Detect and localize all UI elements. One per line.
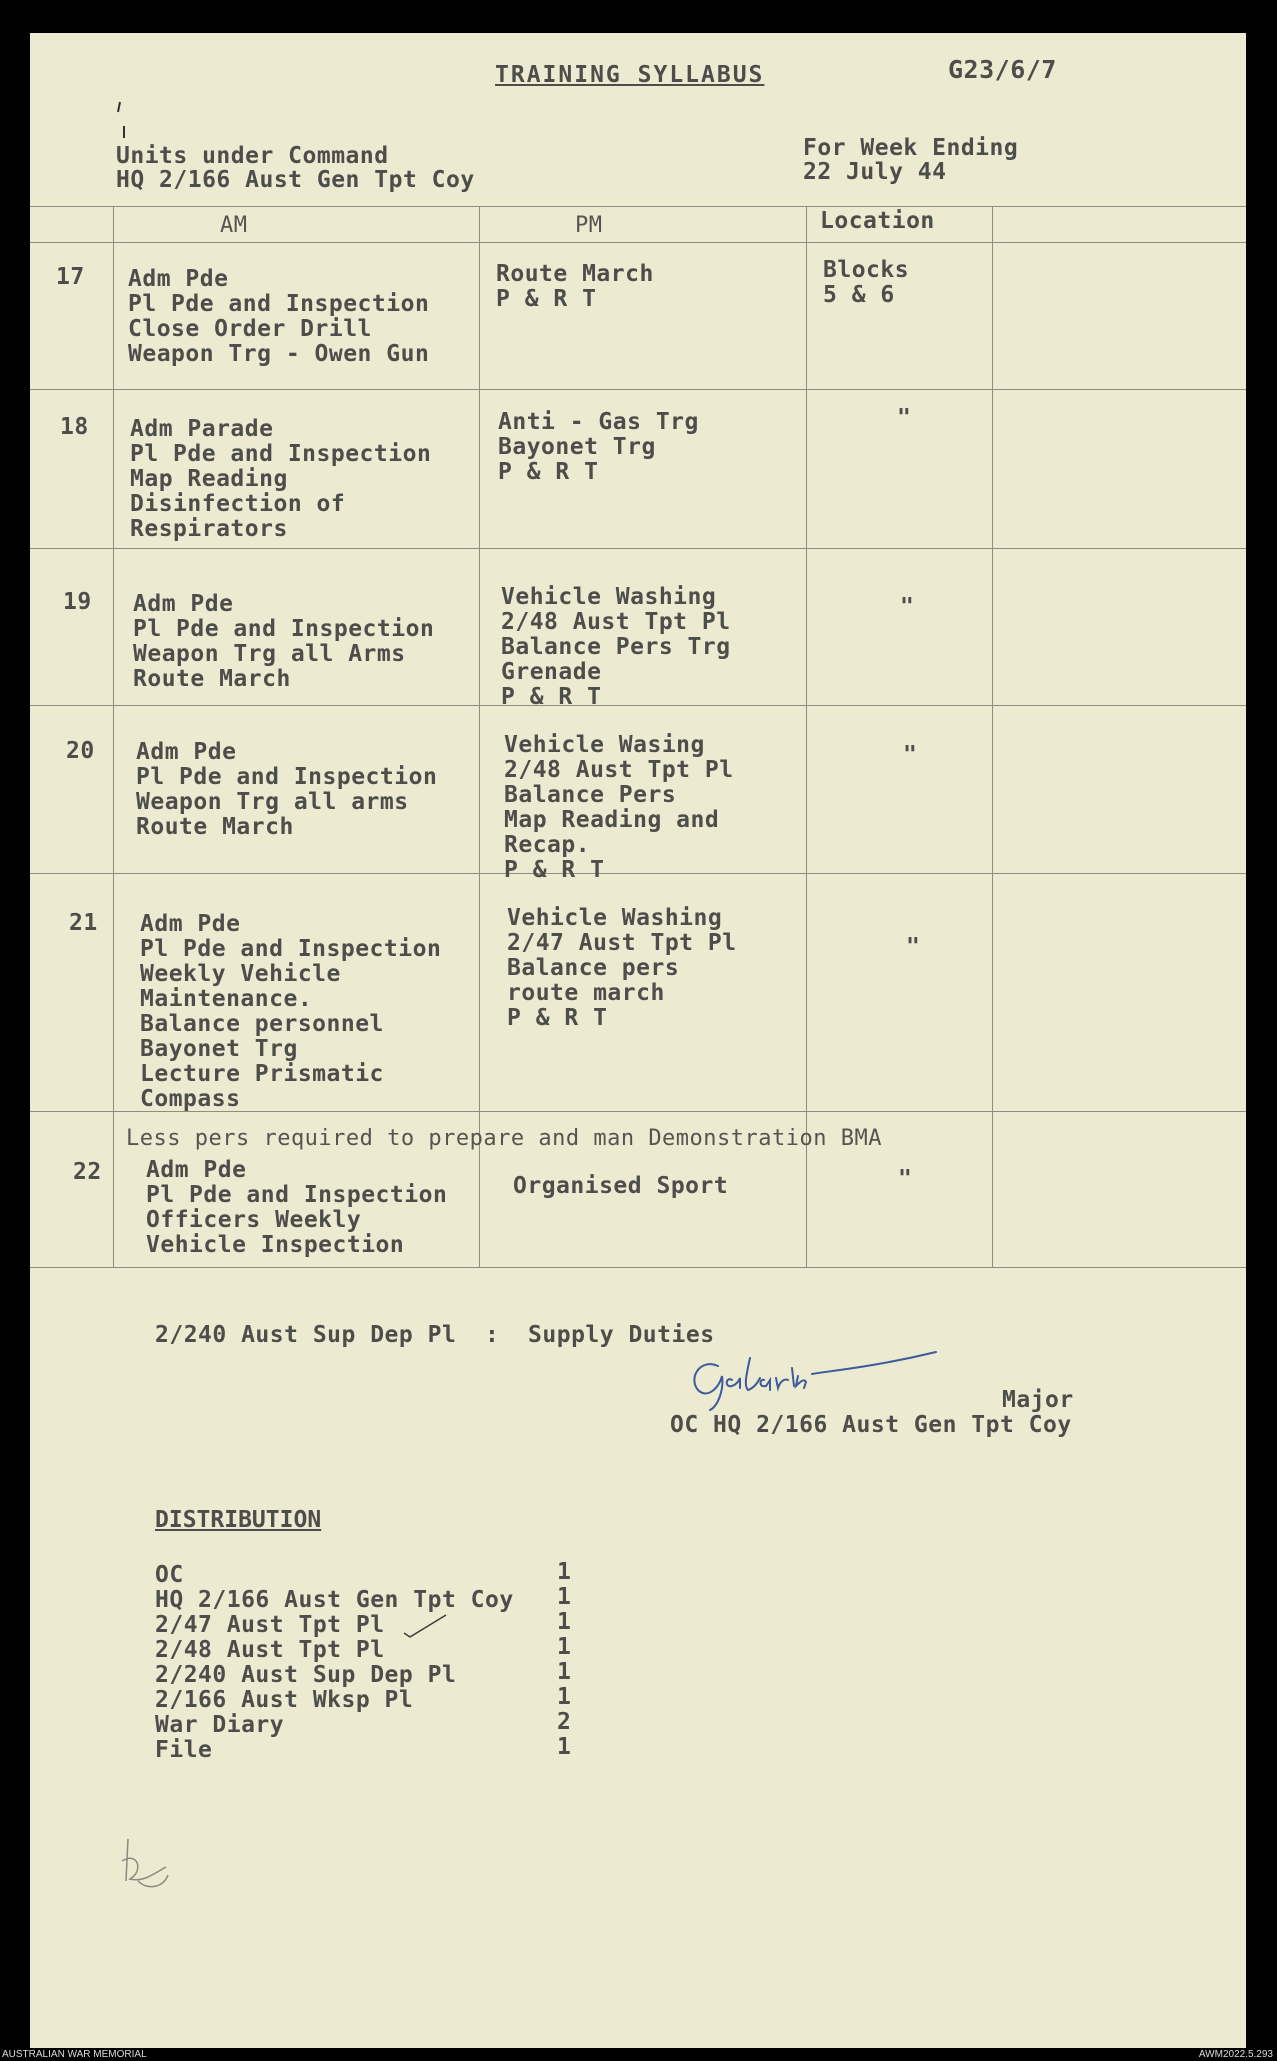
document-page (30, 33, 1246, 2048)
table-column-divider (806, 206, 807, 1267)
location: " (897, 405, 912, 431)
location: " (903, 742, 918, 768)
distribution-qty: 2 (557, 1709, 572, 1735)
unit-name: HQ 2/166 Aust Gen Tpt Coy (116, 167, 475, 193)
distribution-qty: 1 (557, 1584, 572, 1610)
am-schedule: Adm Pde Pl Pde and Inspection Officers Weekly Vehicle Inspection (146, 1157, 448, 1258)
location: Blocks 5 & 6 (823, 257, 910, 308)
document-title: TRAINING SYLLABUS (495, 62, 765, 88)
day-number: 19 (63, 589, 92, 615)
supply-duties-line: 2/240 Aust Sup Dep Pl : Supply Duties (155, 1322, 715, 1348)
day-number: 20 (66, 738, 95, 764)
footer-reference: AWM2022.5.293 (1198, 2049, 1273, 2060)
am-schedule: Adm Parade Pl Pde and Inspection Map Reading Disinfection of Respirators (130, 416, 432, 542)
pm-schedule: Vehicle Washing 2/47 Aust Tpt Pl Balance pers route march P & R T (507, 905, 737, 1031)
location: " (898, 1166, 913, 1192)
distribution-item: 2/47 Aust Tpt Pl (155, 1612, 385, 1638)
pm-schedule: Anti - Gas Trg Bayonet Trg P & R T (498, 409, 699, 485)
row-note: Less pers required to prepare and man Demonstration BMA (126, 1126, 882, 1151)
distribution-qty: 1 (557, 1559, 572, 1585)
distribution-item: OC (155, 1562, 184, 1588)
initials-mark (108, 1831, 178, 1901)
pm-schedule: Vehicle Wasing 2/48 Aust Tpt Pl Balance Pers Map Reading and Recap. P & R T (504, 732, 734, 883)
handwritten-signature (680, 1328, 980, 1418)
distribution-item: HQ 2/166 Aust Gen Tpt Coy (155, 1587, 514, 1613)
table-rule (30, 1267, 1246, 1268)
am-schedule: Adm Pde Pl Pde and Inspection Weekly Vehicle Maintenance. Balance personnel Bayonet Trg Lecture Prismatic Compass (140, 911, 442, 1112)
distribution-item: 2/166 Aust Wksp Pl (155, 1687, 414, 1713)
pencil-mark (110, 98, 140, 148)
table-column-divider (113, 206, 114, 1267)
location: " (900, 594, 915, 620)
table-rule (30, 389, 1246, 390)
column-header-am: AM (220, 213, 248, 238)
tick-mark (400, 1611, 450, 1641)
signatory-title: OC HQ 2/166 Aust Gen Tpt Coy (670, 1412, 1072, 1438)
distribution-qty: 1 (557, 1734, 572, 1760)
day-number: 17 (56, 264, 85, 290)
distribution-qty: 1 (557, 1634, 572, 1660)
reference-number: G23/6/7 (948, 55, 1057, 84)
day-number: 22 (73, 1159, 102, 1185)
table-rule (30, 548, 1246, 549)
location: " (906, 934, 921, 960)
column-header-pm: PM (575, 213, 603, 238)
column-header-location: Location (820, 208, 935, 234)
week-date: 22 July 44 (803, 159, 947, 185)
table-column-divider (479, 206, 480, 1267)
distribution-heading: DISTRIBUTION (155, 1507, 322, 1533)
distribution-qty: 1 (557, 1684, 572, 1710)
distribution-item: 2/240 Aust Sup Dep Pl (155, 1662, 457, 1688)
day-number: 21 (69, 910, 98, 936)
units-label: Units under Command (116, 143, 389, 169)
pm-schedule: Route March P & R T (496, 261, 654, 312)
distribution-item: War Diary (155, 1712, 285, 1738)
distribution-item: File (155, 1737, 213, 1763)
footer-archive-name: AUSTRALIAN WAR MEMORIAL (2, 2049, 147, 2060)
table-rule (30, 206, 1246, 207)
distribution-item: 2/48 Aust Tpt Pl (155, 1637, 385, 1663)
week-label: For Week Ending (803, 135, 1019, 161)
signatory-rank: Major (1002, 1387, 1074, 1413)
table-rule (30, 242, 1246, 243)
pm-schedule: Organised Sport (513, 1173, 729, 1199)
distribution-qty: 1 (557, 1609, 572, 1635)
am-schedule: Adm Pde Pl Pde and Inspection Close Order Drill Weapon Trg - Owen Gun (128, 266, 430, 367)
distribution-qty: 1 (557, 1659, 572, 1685)
am-schedule: Adm Pde Pl Pde and Inspection Weapon Trg all Arms Route March (133, 591, 435, 692)
table-column-divider (992, 206, 993, 1267)
am-schedule: Adm Pde Pl Pde and Inspection Weapon Trg all arms Route March (136, 739, 438, 840)
day-number: 18 (60, 414, 89, 440)
pm-schedule: Vehicle Washing 2/48 Aust Tpt Pl Balance Pers Trg Grenade P & R T (501, 584, 731, 710)
